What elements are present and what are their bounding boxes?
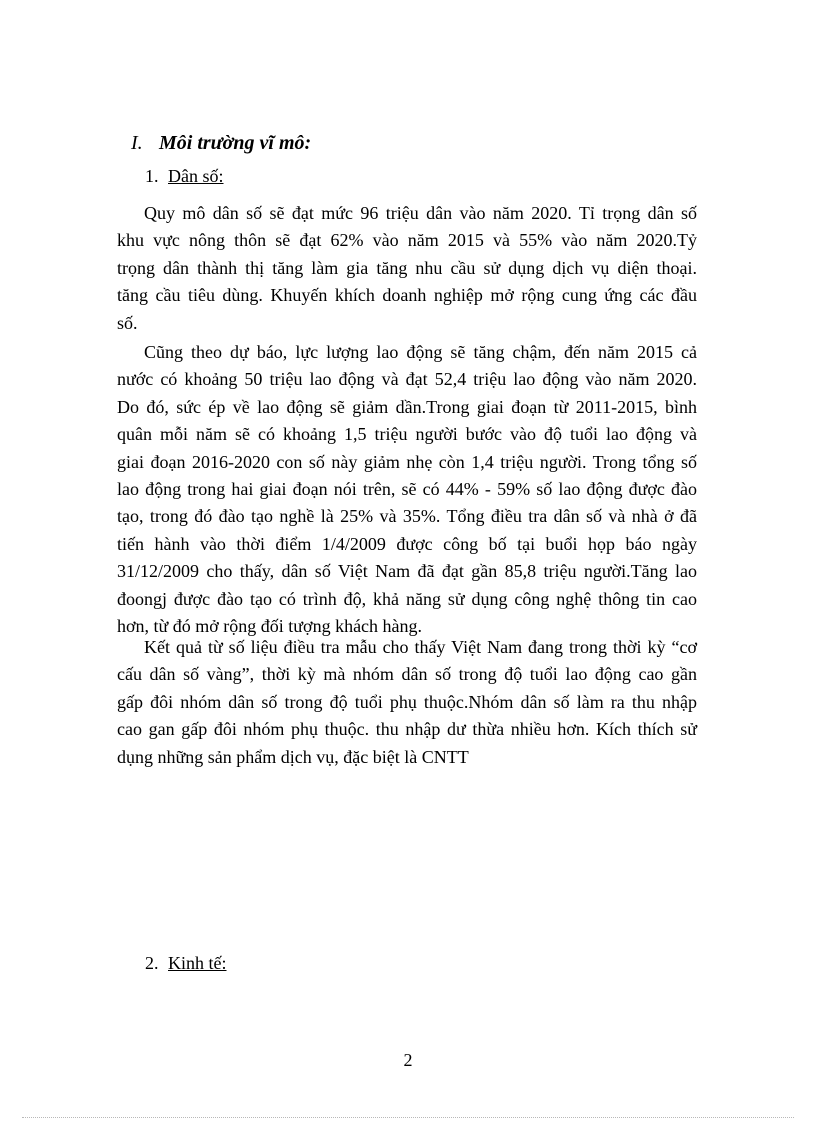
paragraph-line: nước có khoảng 50 triệu lao động và đạt 52,4 triệu lao động vào năm 2020. [117,369,697,390]
paragraph-line: Quy mô dân số sẽ đạt mức 96 triệu dân vào năm 2020. Tỉ trọng dân số [144,203,697,223]
paragraph-line: Cũng theo dự báo, lực lượng lao động sẽ tăng chậm, đến năm 2015 cả [144,342,697,362]
subsection-number: 2. [145,953,159,973]
paragraph-line: trọng dân thành thị tăng làm gia tăng nhu cầu sử dụng dịch vụ diện thoại. [117,257,697,278]
subsection-heading-economy [145,953,227,974]
section-number: I. [131,132,143,154]
paragraph-line: khu vực nông thôn sẽ đạt 62% vào năm 2015 và 55% vào năm 2020.Tỷ [117,230,697,251]
paragraph-labor-force [117,339,697,640]
paragraph-line: giai đoạn 2016-2020 con số này giảm nhẹ còn 1,4 triệu người. Trong tổng số [117,451,697,472]
page-number: 2 [403,1050,413,1070]
paragraph-line: tăng cầu tiêu dùng. Khuyến khích doanh nghiệp mở rộng cung ứng các đầu [117,285,697,306]
section-title: Môi trường vĩ mô: [159,132,312,154]
paragraph-population-scale [117,200,697,337]
paragraph-line: gấp đôi nhóm dân số trong độ tuổi phụ thuộc.Nhóm dân số làm ra thu nhập [117,691,697,712]
paragraph-line: lao động trong hai giai đoạn nói trên, sẽ có 44% - 59% số lao động được đào [117,479,697,500]
paragraph-line: tạo, trong đó đào tạo nghề là 25% và 35%. Tổng điều tra dân số và nhà ở đã [117,506,697,527]
paragraph-line: đoongj được đào tạo có trình độ, khả năng sử dụng công nghệ thông tin cao [117,588,697,609]
paragraph-line: số. [117,312,138,333]
paragraph-line: cấu dân số vàng”, thời kỳ mà nhóm dân số trong độ tuổi lao động cao gần [117,664,697,685]
section-heading [131,132,311,155]
subsection-number: 1. [145,166,159,186]
paragraph-line: quân mỗi năm sẽ có khoảng 1,5 triệu người bước vào độ tuổi lao động và [117,424,697,445]
paragraph-line: tiến hành vào thời điểm 1/4/2009 được công bố tại buổi họp báo ngày [117,533,697,554]
paragraph-line: Do đó, sức ép về lao động sẽ giảm dần.Trong giai đoạn từ 2011-2015, bình [117,396,697,417]
page-bottom-divider [22,1117,794,1118]
subsection-title: Kinh tế: [168,953,227,973]
paragraph-golden-population [117,634,697,771]
paragraph-line: Kết quả từ số liệu điều tra mẫu cho thấy Việt Nam đang trong thời kỳ “cơ [144,637,697,657]
paragraph-line: cao gan gấp đôi nhóm phụ thuộc. thu nhập dư thừa nhiều hơn. Kích thích sử [117,719,697,740]
subsection-heading-population [145,166,224,187]
paragraph-line: dụng những sản phẩm dịch vụ, đặc biệt là CNTT [117,746,469,767]
paragraph-line: hơn, từ đó mở rộng đối tượng khách hàng. [117,616,423,637]
subsection-title: Dân số: [168,166,224,186]
paragraph-line: 31/12/2009 cho thấy, dân số Việt Nam đã đạt gần 85,8 triệu người.Tăng lao [117,561,697,582]
